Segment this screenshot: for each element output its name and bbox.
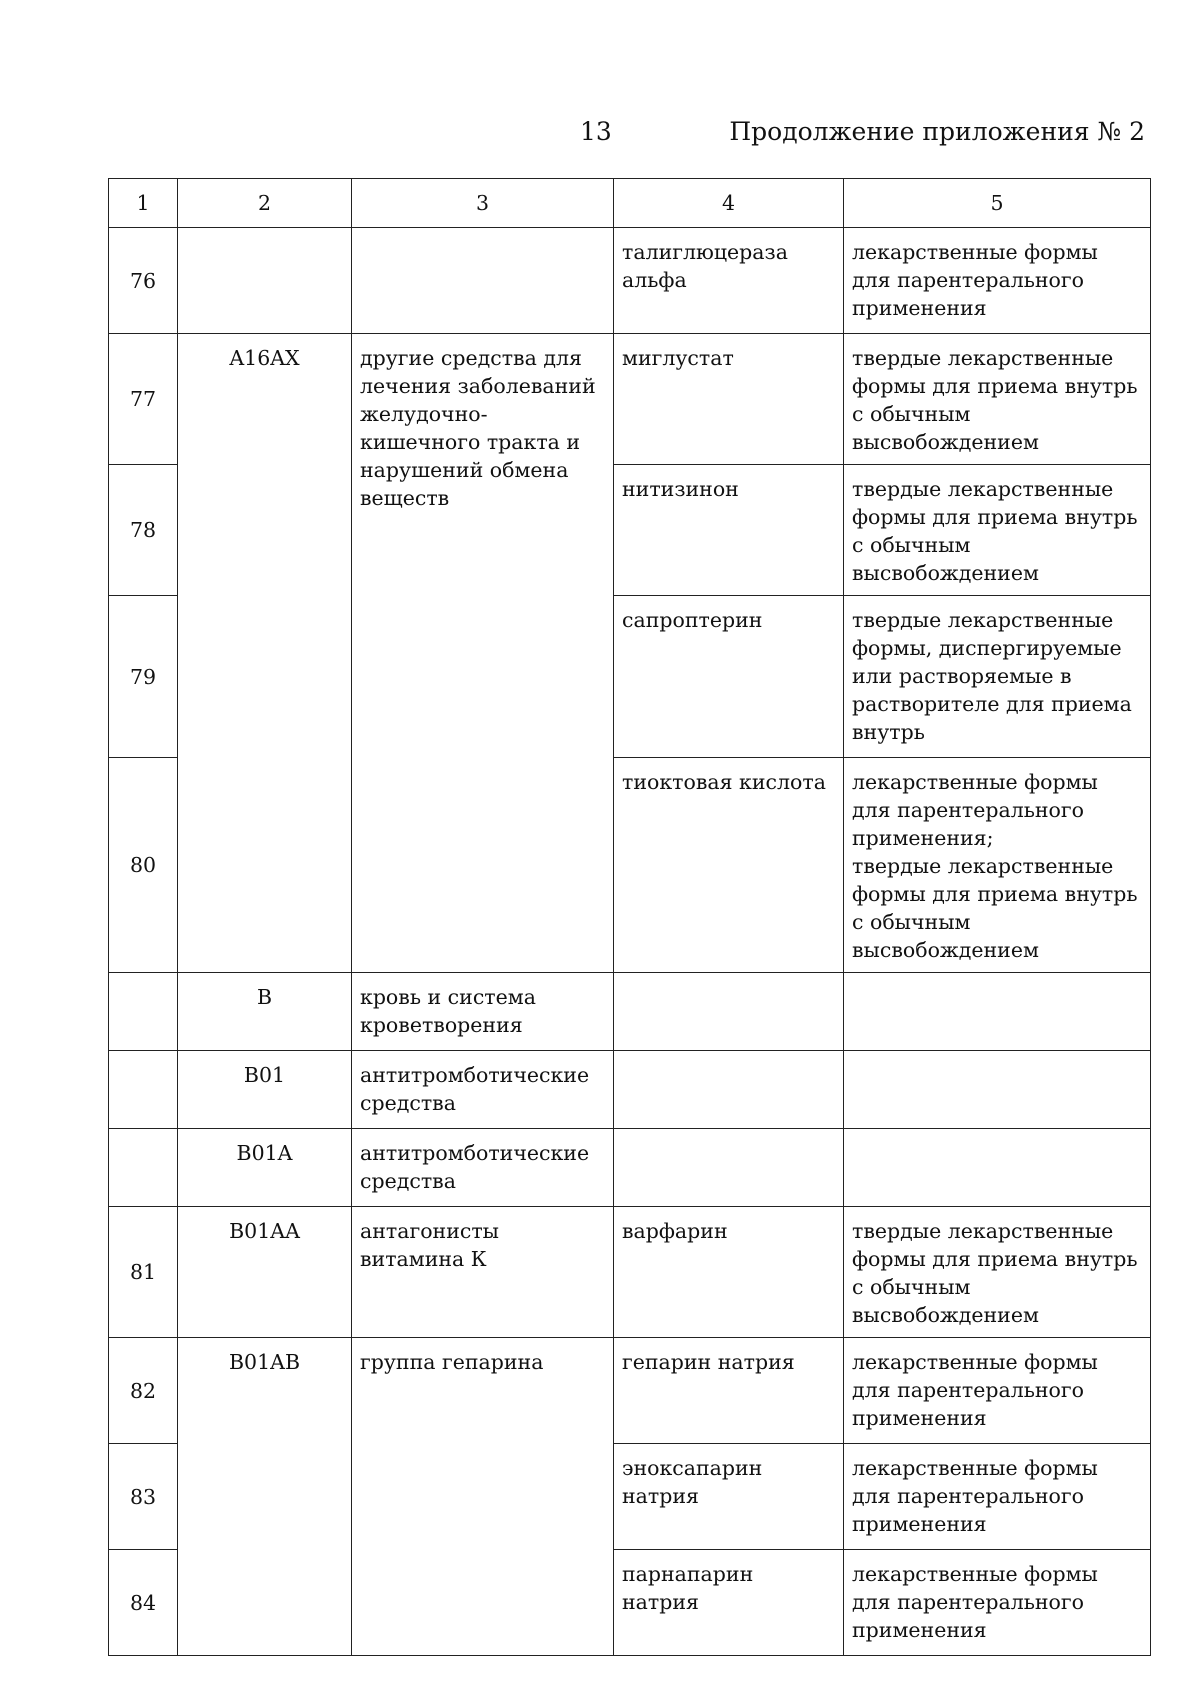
table-row [109,334,1151,465]
row-number: 78 [109,465,178,596]
atc-code: B01 [178,1051,352,1129]
dosage-form: лекарственные формы для парентерального применения [844,1444,1151,1550]
row-number: 79 [109,596,178,758]
row-number: 77 [109,334,178,465]
group-name-cell [352,228,614,334]
table-row [109,1051,1151,1129]
appendix-title: Продолжение приложения № 2 [729,117,1145,146]
atc-code: B01AB [178,1338,352,1656]
dosage-form: лекарственные формы для парентерального применения [844,1338,1151,1444]
page-number: 13 [580,117,612,146]
table-row [109,1338,1151,1444]
row-number [109,1051,178,1129]
dosage-form: твердые лекарственные формы для приема внутрь с обычным высвобождением [844,465,1151,596]
medication-table [108,178,1151,1656]
drug-name [614,1129,844,1207]
atc-code: B01AA [178,1207,352,1338]
row-number: 83 [109,1444,178,1550]
row-number: 80 [109,758,178,973]
drug-name: нитизинон [614,465,844,596]
dosage-form [844,1129,1151,1207]
row-number: 81 [109,1207,178,1338]
table-row [109,1129,1151,1207]
row-number: 82 [109,1338,178,1444]
drug-name: сапроптерин [614,596,844,758]
group-name: группа гепарина [352,1338,614,1656]
drug-name: варфарин [614,1207,844,1338]
table-row [109,1207,1151,1338]
dosage-form: лекарственные формы для парентерального применения [844,228,1151,334]
column-header: 1 [109,179,178,228]
table-row [109,228,1151,334]
row-number [109,973,178,1051]
group-name: антитромботические средства [352,1051,614,1129]
column-header: 5 [844,179,1151,228]
group-name: антитромботические средства [352,1129,614,1207]
drug-name: парнапарин натрия [614,1550,844,1656]
drug-name: талиглюцераза альфа [614,228,844,334]
column-header: 4 [614,179,844,228]
group-name: антагонисты витамина К [352,1207,614,1338]
dosage-form: лекарственные формы для парентерального применения [844,1550,1151,1656]
drug-name [614,973,844,1051]
dosage-form: лекарственные формы для парентерального применения; твердые лекарственные формы для приема внутрь с обычным высвобождением [844,758,1151,973]
drug-name: миглустат [614,334,844,465]
row-number [109,1129,178,1207]
drug-name: тиоктовая кислота [614,758,844,973]
dosage-form [844,973,1151,1051]
dosage-form: твердые лекарственные формы, диспергируемые или растворяемые в растворителе для приема внутрь [844,596,1151,758]
atc-code: B [178,973,352,1051]
drug-name: эноксапарин натрия [614,1444,844,1550]
drug-name [614,1051,844,1129]
atc-code: B01A [178,1129,352,1207]
row-number: 84 [109,1550,178,1656]
drug-name: гепарин натрия [614,1338,844,1444]
dosage-form: твердые лекарственные формы для приема внутрь с обычным высвобождением [844,1207,1151,1338]
column-header: 3 [352,179,614,228]
group-name: другие средства для лечения заболеваний желудочно-кишечного тракта и нарушений обмена веществ [352,334,614,973]
row-number: 76 [109,228,178,334]
group-name: кровь и система кроветворения [352,973,614,1051]
column-header: 2 [178,179,352,228]
table-header-row [109,179,1151,228]
atc-code: A16AX [178,334,352,973]
dosage-form: твердые лекарственные формы для приема внутрь с обычным высвобождением [844,334,1151,465]
dosage-form [844,1051,1151,1129]
table-row [109,973,1151,1051]
atc-code-cell [178,228,352,334]
